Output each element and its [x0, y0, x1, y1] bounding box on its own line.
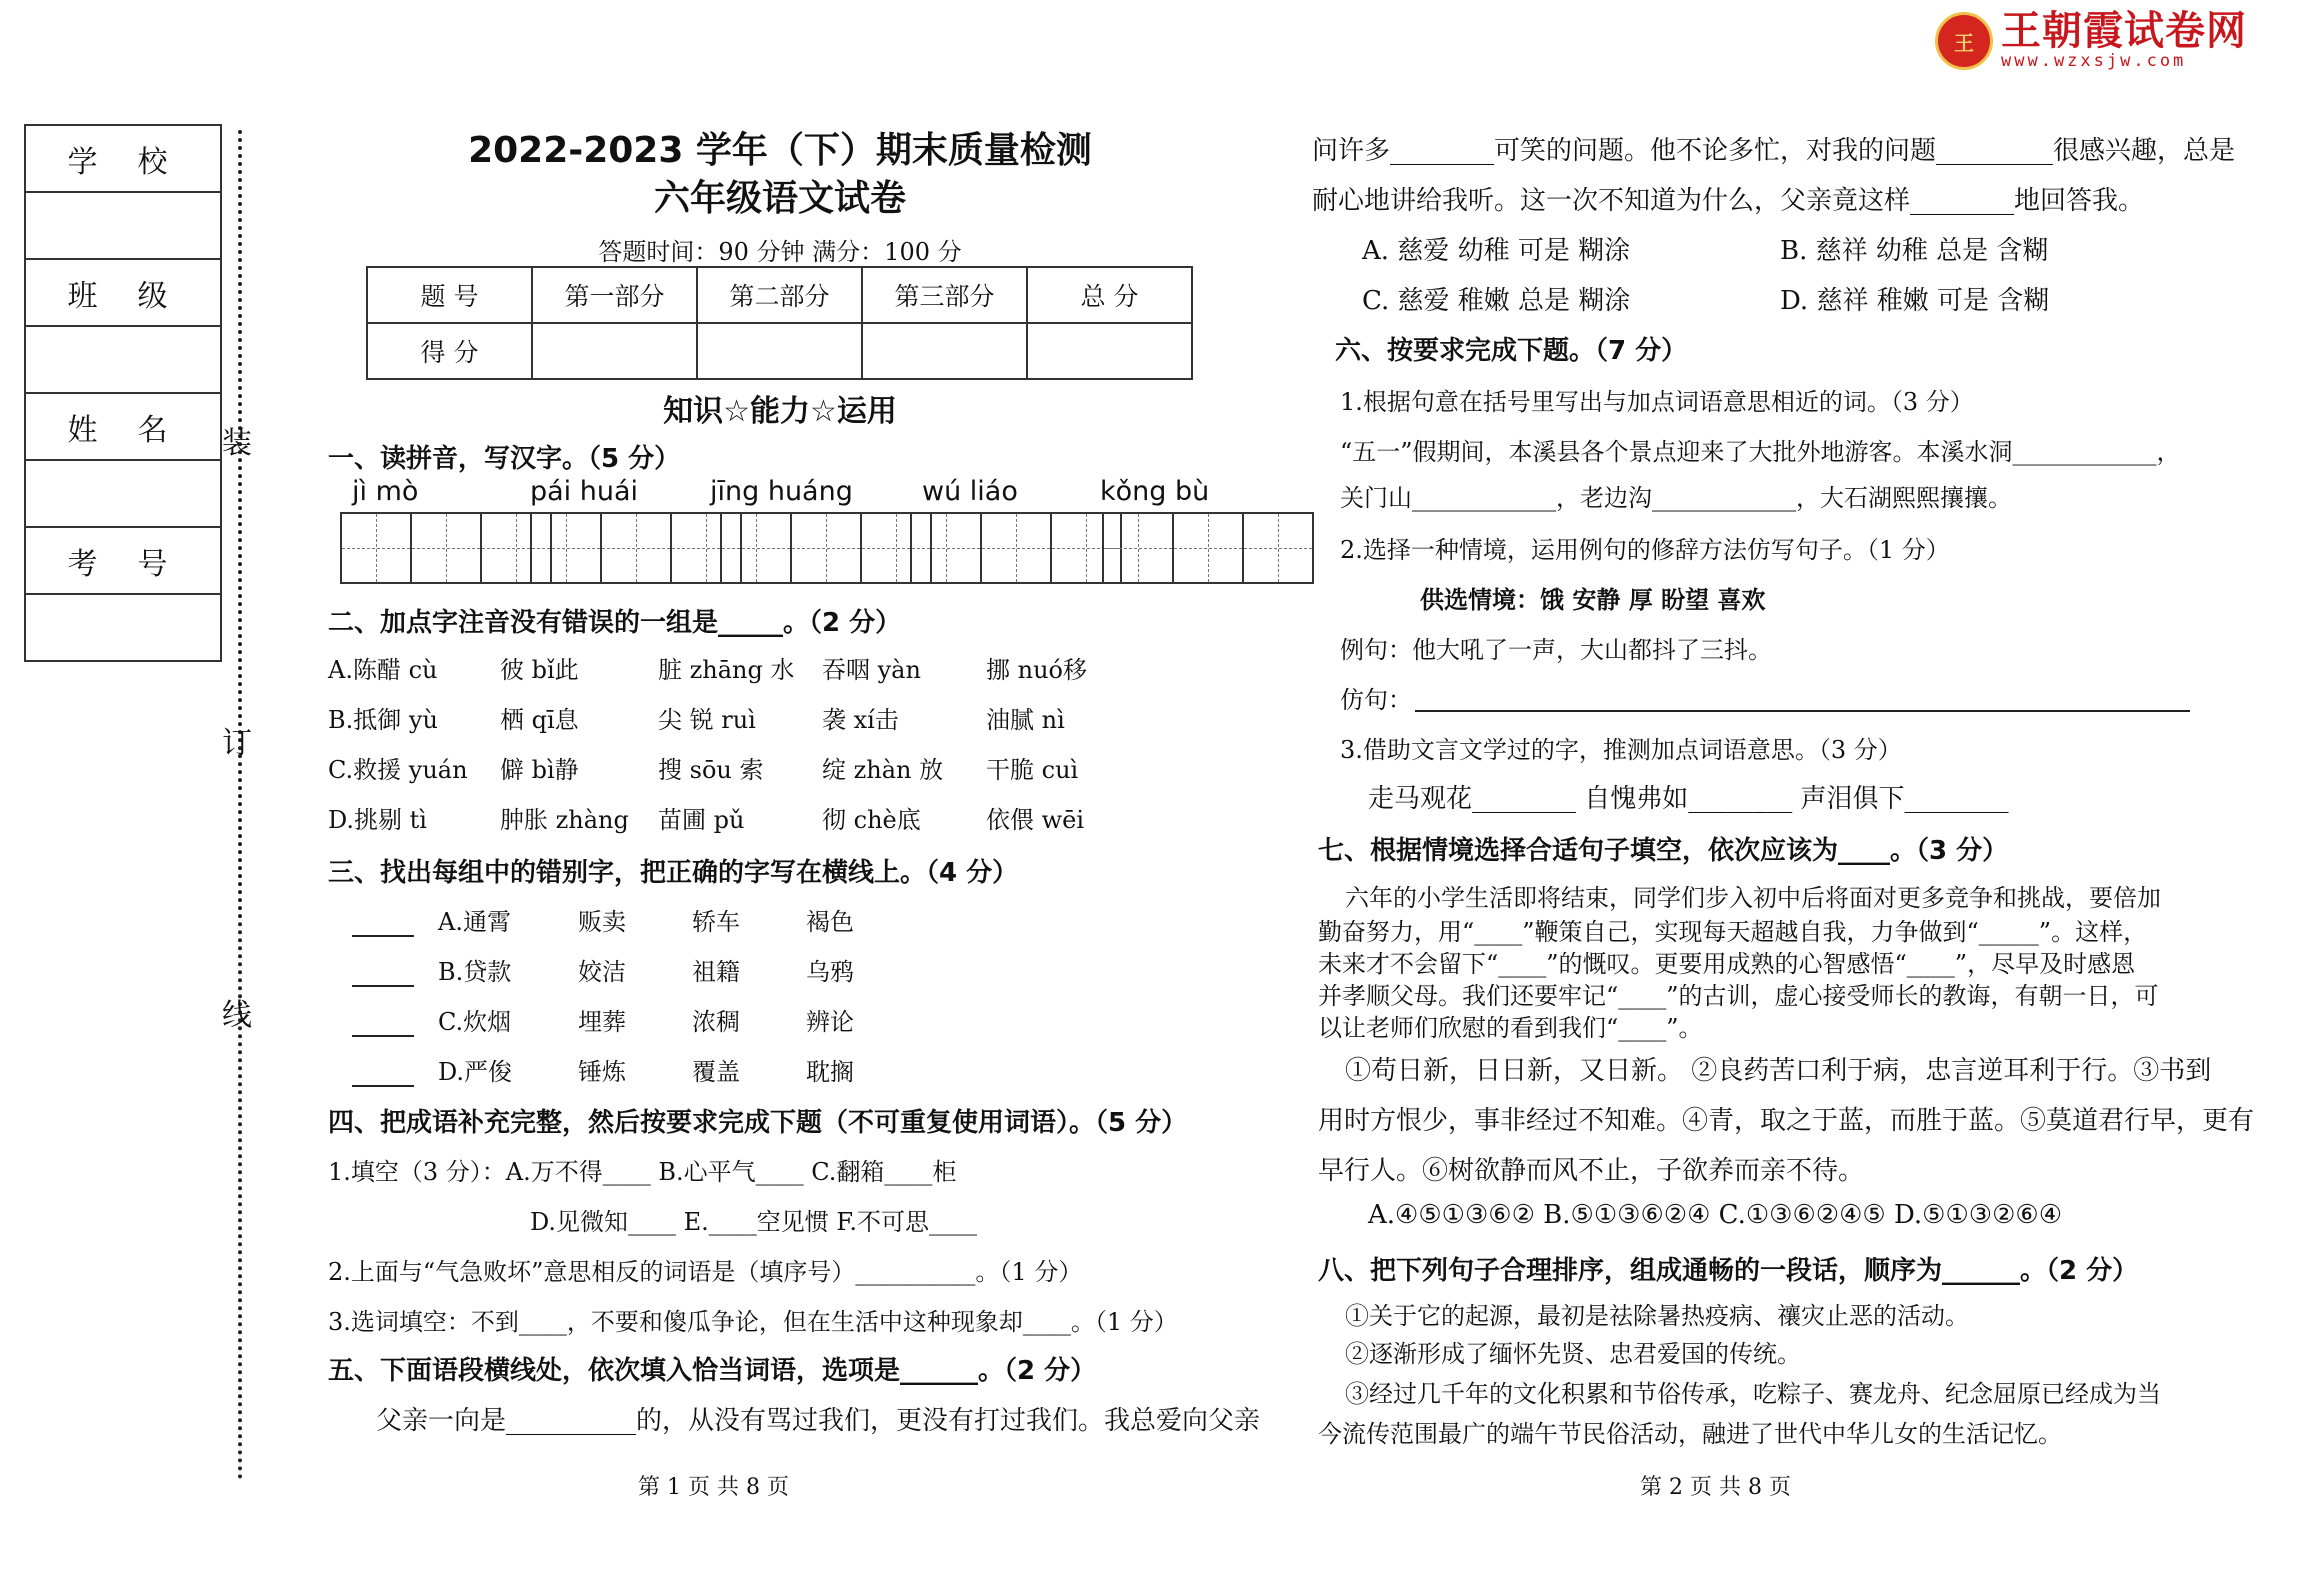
score-table	[366, 266, 1193, 380]
exam-title: 2022-2023 学年（下）期末质量检测	[468, 130, 1092, 171]
q5-option: C. 慈爱 稚嫩 总是 糊涂	[1362, 286, 1631, 316]
q7-paragraph: 未来才不会留下“____”的慨叹。更要用成熟的心智感悟“____”，尽早及时感恩	[1318, 950, 2136, 978]
class-field[interactable]	[25, 326, 221, 393]
student-info-table	[24, 124, 222, 662]
writing-grid[interactable]	[720, 512, 932, 584]
q7-paragraph: 以让老师们欣慰的看到我们“____”。	[1318, 1014, 1703, 1042]
logo-seal-icon: 王	[1935, 12, 1993, 70]
q2-item: 脏 zhāng 水	[658, 656, 795, 684]
q3-item: B.贷款	[438, 958, 512, 986]
page-footer-left: 第 1 页 共 8 页	[638, 1475, 789, 1500]
q2-item: 油腻 nì	[986, 706, 1065, 734]
q4-heading: 四、把成语补充完整，然后按要求完成下题（不可重复使用词语）。（5 分）	[328, 1108, 1188, 1138]
score-header: 题 号	[367, 267, 532, 323]
q2-item: 苗圃 pǔ	[658, 806, 745, 834]
q2-item: 绽 zhàn 放	[822, 756, 944, 784]
q7-item-line: 用时方恨少，事非经过不知难。④青，取之于蓝，而胜于蓝。⑤莫道君行早，更有	[1318, 1106, 2255, 1136]
q3-item: 姣洁	[578, 958, 626, 986]
binding-line	[238, 130, 242, 1480]
q2-item: 僻 bì静	[500, 756, 579, 784]
logo-url: www.wzxsjw.com	[2001, 51, 2187, 71]
pinyin: jì mò	[352, 476, 419, 507]
q3-item: 浓稠	[692, 1008, 740, 1036]
q2-item: 依偎 wēi	[986, 806, 1085, 834]
q2-option-row	[328, 750, 1078, 785]
q6-sub: 2.选择一种情境，运用例句的修辞方法仿写句子。（1 分）	[1340, 536, 1950, 564]
q2-item: 搜 sōu 索	[658, 756, 764, 784]
q6-sub: 1.根据句意在括号里写出与加点词语意思相近的词。（3 分）	[1340, 388, 1974, 416]
q2-item: 彻 chè底	[822, 806, 921, 834]
q7-item-line: ①苟日新，日日新，又日新。 ②良药苦口利于病，忠言逆耳利于行。③书到	[1345, 1056, 2212, 1086]
pinyin: jīng huáng	[710, 476, 853, 507]
q3-row	[352, 1002, 854, 1037]
q7-paragraph: 六年的小学生活即将结束，同学们步入初中后将面对更多竞争和挑战，要倍加	[1345, 884, 2161, 912]
q3-item: C.炊烟	[438, 1008, 512, 1036]
q2-item: A.陈醋 cù	[328, 656, 438, 684]
q3-item: 祖籍	[692, 958, 740, 986]
q4-line: 1.填空（3 分）：A.万不得____ B.心平气____ C.翻箱____柜	[328, 1158, 957, 1186]
q2-item: 栖 qī息	[500, 706, 579, 734]
q2-option-row	[328, 800, 1084, 835]
q2-option-row	[328, 650, 1087, 685]
q6-line: “五一”假期间，本溪县各个景点迎来了大批外地游客。本溪水洞____________，	[1340, 438, 2181, 466]
q6-imitation-label: 仿句：	[1340, 686, 1412, 714]
q2-item: B.抵御 yù	[328, 706, 438, 734]
q3-item: 耽搁	[806, 1058, 854, 1086]
score-row-label: 得 分	[367, 323, 532, 379]
q4-line: D.见微知____ E.____空见惯 F.不可思____	[530, 1208, 977, 1236]
q3-row	[352, 902, 854, 937]
q3-item: 锤炼	[578, 1058, 626, 1086]
writing-grid[interactable]	[530, 512, 742, 584]
q3-item: 辨论	[806, 1008, 854, 1036]
q3-item: 乌鸦	[806, 958, 854, 986]
pinyin: pái huái	[530, 476, 639, 507]
q5-option: D. 慈祥 稚嫩 可是 含糊	[1780, 286, 2050, 316]
q4-line: 3.选词填空：不到____，不要和傻瓜争论，但在生活中这种现象却____。（1 分）	[328, 1308, 1178, 1336]
q7-item-line: 早行人。⑥树欲静而风不止，子欲养而亲不待。	[1318, 1156, 1865, 1186]
q6-example: 例句：他大吼了一声，大山都抖了三抖。	[1340, 636, 1772, 664]
score-cell[interactable]	[862, 323, 1027, 379]
score-cell[interactable]	[532, 323, 697, 379]
site-logo	[1935, 10, 2255, 72]
answer-blank[interactable]	[352, 902, 414, 937]
exam-meta: 答题时间：90 分钟 满分：100 分	[598, 238, 962, 266]
q2-item: 挪 nuó移	[986, 656, 1087, 684]
score-header: 第二部分	[697, 267, 862, 323]
q6-line: 关门山____________，老边沟____________，大石湖熙熙攘攘。	[1340, 484, 2012, 512]
pinyin: kǒng bù	[1100, 476, 1210, 507]
q5-heading: 五、下面语段横线处，依次填入恰当词语，选项是______。（2 分）	[328, 1356, 1097, 1386]
q6-sub: 3.借助文言文学过的字，推测加点词语意思。（3 分）	[1340, 736, 1902, 764]
school-field[interactable]	[25, 192, 221, 259]
pinyin: wú liáo	[922, 476, 1018, 507]
logo-name: 王朝霞试卷网	[2001, 8, 2247, 54]
q2-item: D.挑剔 tì	[328, 806, 427, 834]
q3-row	[352, 952, 854, 987]
q5-paragraph: 问许多________可笑的问题。他不论多忙，对我的问题_________很感兴趣，总是	[1312, 136, 2236, 166]
binding-char: 装	[222, 426, 252, 461]
q6-scenarios: 供选情境：饿 安静 厚 盼望 喜欢	[1420, 585, 1766, 614]
q3-item: D.严俊	[438, 1058, 513, 1086]
q6-heading: 六、按要求完成下题。（7 分）	[1335, 336, 1688, 366]
exam-subtitle: 六年级语文试卷	[653, 178, 906, 219]
name-field[interactable]	[25, 460, 221, 527]
q5-option: B. 慈祥 幼稚 总是 含糊	[1780, 236, 2049, 266]
score-header: 总 分	[1027, 267, 1192, 323]
name-label: 姓名	[25, 393, 221, 460]
class-label: 班级	[25, 259, 221, 326]
number-label: 考号	[25, 527, 221, 594]
q7-paragraph: 勤奋努力，用“____”鞭策自己，实现每天超越自我，力争做到“_____”。这样，	[1318, 918, 2148, 946]
q2-item: 袭 xí击	[822, 706, 899, 734]
q3-heading: 三、找出每组中的错别字，把正确的字写在横线上。（4 分）	[328, 858, 1019, 888]
q8-line: ②逐渐形成了缅怀先贤、忠君爱国的传统。	[1345, 1340, 1801, 1368]
q2-option-row	[328, 700, 1065, 735]
q3-item: 褐色	[806, 908, 854, 936]
q8-line: 今流传范围最广的端午节民俗活动，融进了世代中华儿女的生活记忆。	[1318, 1420, 2062, 1448]
binding-char: 线	[222, 998, 252, 1033]
q3-row	[352, 1052, 854, 1087]
answer-blank[interactable]	[352, 1002, 414, 1037]
q5-option: A. 慈爱 幼稚 可是 糊涂	[1362, 236, 1631, 266]
q7-paragraph: 并孝顺父母。我们还要牢记“____”的古训，虚心接受师长的教诲，有朝一日，可	[1318, 982, 2159, 1010]
q3-item: 埋葬	[578, 1008, 626, 1036]
writing-grid[interactable]	[910, 512, 1122, 584]
answer-blank[interactable]	[352, 1052, 414, 1087]
q7-options: A.④⑤①③⑥② B.⑤①③⑥②④ C.①③⑥②④⑤ D.⑤①③②⑥④	[1368, 1200, 2063, 1230]
q8-line: ③经过几千年的文化积累和节俗传承，吃粽子、赛龙舟、纪念屈原已经成为当	[1345, 1380, 2161, 1408]
q2-item: C.救援 yuán	[328, 756, 468, 784]
number-field[interactable]	[25, 594, 221, 661]
school-label: 学校	[25, 125, 221, 192]
q2-heading: 二、加点字注音没有错误的一组是_____。（2 分）	[328, 608, 902, 638]
page-footer-right: 第 2 页 共 8 页	[1640, 1475, 1791, 1500]
q5-paragraph: 耐心地讲给我听。这一次不知道为什么，父亲竟这样________地回答我。	[1312, 186, 2145, 216]
score-cell[interactable]	[697, 323, 862, 379]
binding-char: 订	[222, 726, 252, 761]
writing-grid[interactable]	[340, 512, 552, 584]
q5-paragraph: 父亲一向是__________的，从没有骂过我们，更没有打过我们。我总爱向父亲	[376, 1406, 1261, 1436]
score-header: 第一部分	[532, 267, 697, 323]
q2-item: 肿胀 zhàng	[500, 806, 629, 834]
q3-item: 贩卖	[578, 908, 626, 936]
q3-item: 轿车	[692, 908, 740, 936]
q3-item: A.通霄	[438, 908, 511, 936]
q2-item: 吞咽 yàn	[822, 656, 921, 684]
q2-item: 干脆 cuì	[986, 756, 1079, 784]
q4-line: 2.上面与“气急败坏”意思相反的词语是（填序号）__________。（1 分）	[328, 1258, 1083, 1286]
answer-blank[interactable]	[352, 952, 414, 987]
q7-heading: 七、根据情境选择合适句子填空，依次应该为____。（3 分）	[1318, 836, 2009, 866]
q8-heading: 八、把下列句子合理排序，组成通畅的一段话，顺序为______。（2 分）	[1318, 1256, 2139, 1286]
section-title: 知识☆能力☆运用	[663, 394, 897, 429]
q1-heading: 一、读拼音，写汉字。（5 分）	[328, 444, 681, 474]
score-header: 第三部分	[862, 267, 1027, 323]
q3-item: 覆盖	[692, 1058, 740, 1086]
score-cell[interactable]	[1027, 323, 1192, 379]
writing-grid[interactable]	[1102, 512, 1314, 584]
q2-item: 彼 bǐ此	[500, 656, 579, 684]
q6-items: 走马观花________ 自愧弗如________ 声泪俱下________	[1368, 784, 2009, 814]
q8-line: ①关于它的起源，最初是祛除暑热疫病、禳灾止恶的活动。	[1345, 1302, 1969, 1330]
q2-item: 尖 锐 ruì	[658, 706, 756, 734]
imitation-answer-line[interactable]	[1415, 680, 2190, 712]
